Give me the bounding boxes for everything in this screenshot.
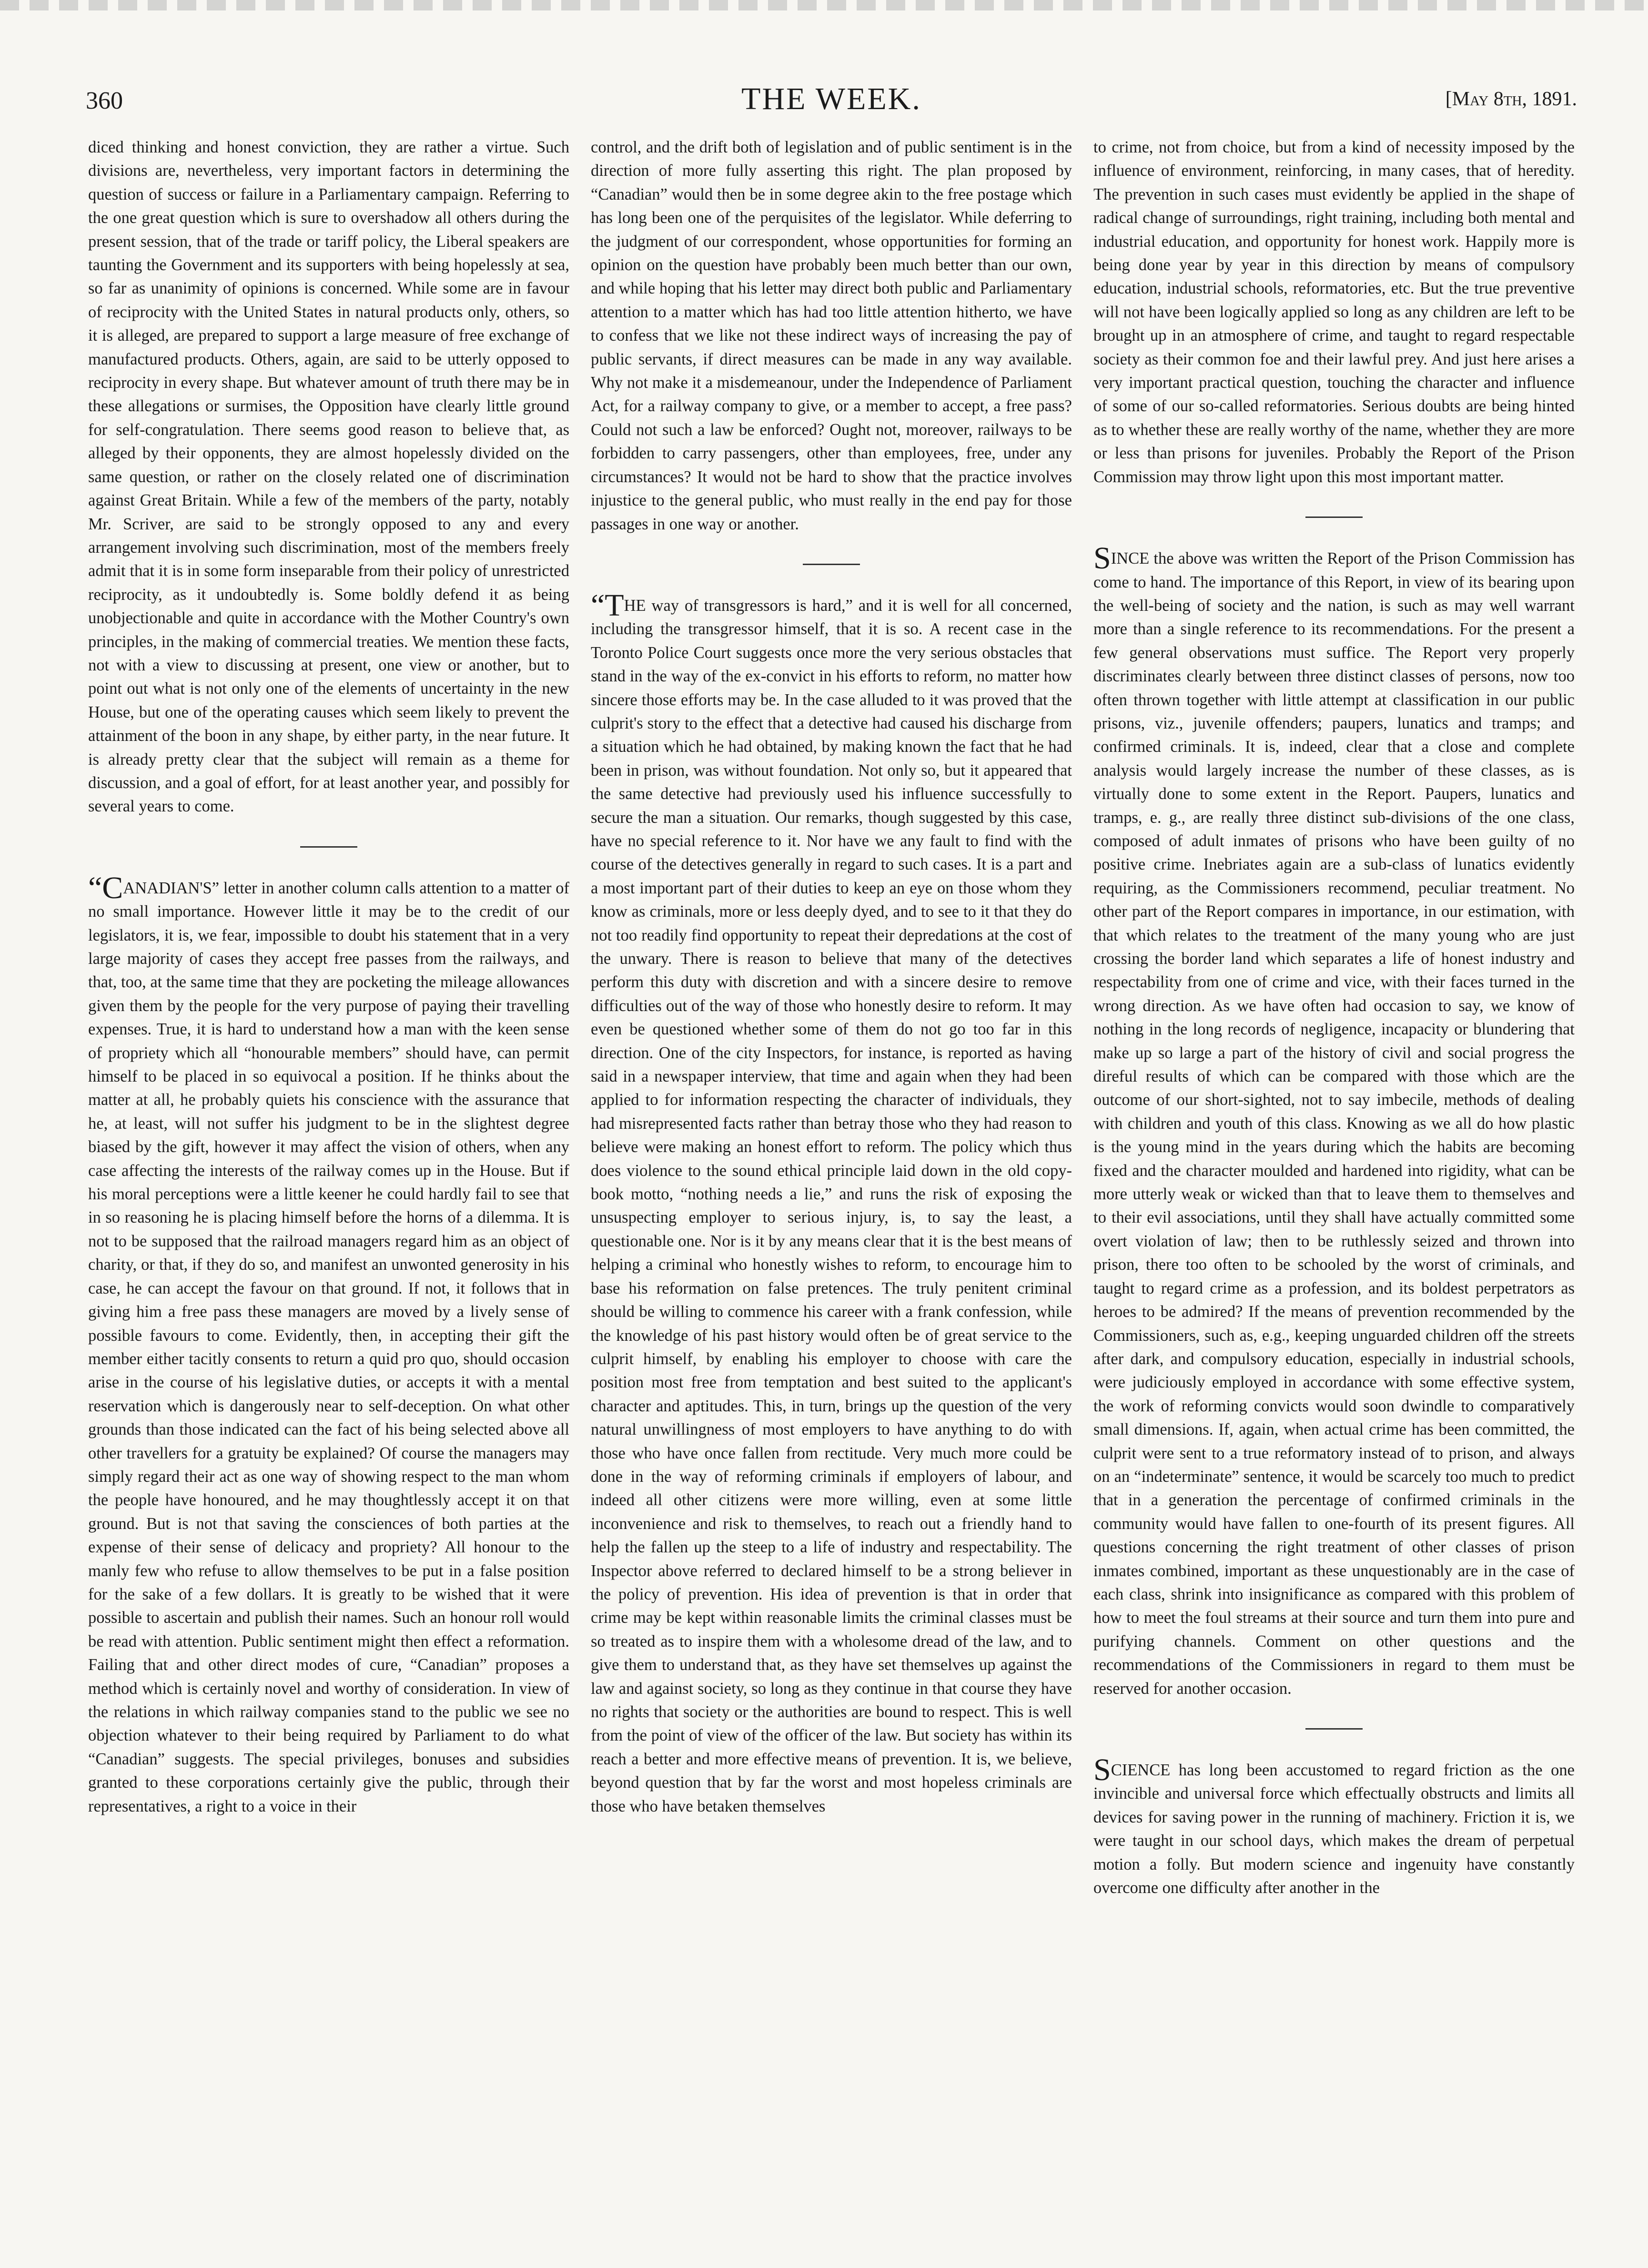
masthead-title: THE WEEK.	[741, 81, 921, 116]
column-3	[1093, 136, 1575, 2247]
drop-cap: “C	[88, 870, 123, 905]
section-divider	[1305, 1728, 1363, 1730]
paragraph-prevention-continued: to crime, not from choice, but from a kind of necessity imposed by the influence of environment, reinforcing, in many cases, that of heredity. The prevention in such cases must evidently be applied in the shape of radical change of surroundings, right training, including both mental and industrial education, and opportunity for honest work. Happily more is being done year by year in this direction by means of compulsory education, industrial schools, reformatories, etc. But the true preventive will not have been logically applied so long as any children are left to be brought up in an atmosphere of crime, and taught to regard respectable society as their common foe and their lawful prey. And just here arises a very important practical question, touching the character and influence of some of our so-called reformatories. Serious doubts are being hinted as to whether these are really worthy of the name, whether they are more or less than prisons for juveniles. Probably the Report of the Prison Commission may throw light upon this most important matter.	[1093, 138, 1575, 486]
drop-cap: S	[1093, 541, 1111, 576]
paragraph-text: CIENCE has long been accustomed to regard friction as the one invincible and universal force which effectually obstructs and limits all devices for saving power in the running of machinery. Friction it is, we were taught in our school days, which makes the dream of perpetual motion a folly. But modern science and ingenuity have constantly overcome one difficulty after another in the	[1093, 1761, 1575, 1897]
paragraph-friction	[1093, 1752, 1575, 1900]
drop-cap: “T	[591, 587, 624, 623]
page-header	[86, 81, 1577, 124]
paragraph-text: ANADIAN'S” letter in another column calls attention to a matter of no small importance. However little it may be to the credit of our legislators, it is, we fear, impossible to doubt his statement that in a very large majority of cases they accept free passes from the railways, and that, too, at the same time that they are pocketing the mileage allowances given them by the people for the very purpose of paying their travelling expenses. True, it is hard to understand how a man with the keen sense of propriety which all “honourable members” should have, can permit himself to be placed in so equivocal a position. If he thinks about the matter at all, he probably quiets his conscience with the assurance that he, at least, will not suffer his judgment to be in the slightest degree biased by the gift, however it may affect the vision of others, when any case affecting the interests of the railway comes up in the House. But if his moral perceptions were a little keener he could hardly fail to see that in so reasoning he is placing himself before the horns of a dilemma. It is not to be supposed that the railroad managers regard him as an object of charity, or that, if they do so, and manifest an unwonted generosity in his case, he can accept the favour on that ground. If not, it follows that in giving him a free pass these managers are moved by a lively sense of possible favours to come. Evidently, then, in accepting their gift the member either tacitly consents to return a quid pro quo, should occasion arise in the course of his legislative duties, or accepts it with a mental reservation which is dangerously near to self-deception. On what other grounds than those indicated can the fact of his being selected above all other travellers for a gratuity be explained? Of course the managers may simply regard their act as one way of showing respect to the man whom the people have honoured, and he may thoughtlessly accept it on that ground. But is not that saving the consciences of both parties at the expense of their sense of delicacy and propriety? All honour to the manly few who refuse to allow themselves to be put in a false position for the sake of a few dollars. It is greatly to be wished that it were possible to ascertain and publish their names. Such an honour roll would be read with attention. Public sentiment might then effect a reformation. Failing that and other direct modes of cure, “Canadian” proposes a method which is certainly novel and worthy of consideration. In view of the relations in which railway companies stand to the public we see no objection whatever to their being required by Parliament to do what “Canadian” suggests. The special privileges, bonuses and subsidies granted to these corporations certainly give the public, through their representatives, a right to a voice in their	[88, 879, 569, 1815]
issue-date: [May 8th, 1891.	[1445, 88, 1577, 110]
column-2	[591, 136, 1072, 2247]
article-columns	[88, 136, 1575, 2247]
section-divider	[803, 564, 860, 565]
top-edge-rule	[0, 0, 1648, 10]
paragraph-prison-commission	[1093, 541, 1575, 1701]
paragraph-tariff-policy: diced thinking and honest conviction, they are rather a virtue. Such divisions are, nevertheless, very important factors in determining the question of success or failure in a Parliamentary campaign. Referring to the one great question which is sure to overshadow all others during the present session, that of the trade or tariff policy, the Liberal speakers are taunting the Government and its supporters with being hopelessly at sea, so far as unanimity of opinions is concerned. While some are in favour of reciprocity with the United States in natural products only, others, so it is alleged, are prepared to support a large measure of free exchange of manufactured products. Others, again, are said to be utterly opposed to reciprocity in every shape. But whatever amount of truth there may be in these allegations or surmises, the Opposition have clearly little ground for self-congratulation. There seems good reason to believe that, as alleged by their opponents, they are almost hopelessly divided on the same question, or rather on the closely related one of discrimination against Great Britain. While a few of the members of the party, notably Mr. Scriver, are said to be strongly opposed to any and every arrangement involving such discrimination, most of the members freely admit that it is in some form inseparable from their policy of unrestricted reciprocity, as it undoubtedly is. Some boldly defend it as being unobjectionable and quite in accordance with the Mother Country's own principles, in the making of commercial treaties. We mention these facts, not with a view to discussing at present, one view or another, but to point out what is not only one of the elements of uncertainty in the new House, but one of the operating causes which seem likely to prevent the attainment of the boon in any shape, by either party, in the near future. It is already pretty clear that the subject will remain as a theme for discussion, and a goal of effort, for at least another year, and possibly for several years to come.	[88, 138, 569, 816]
column-1	[88, 136, 569, 2247]
paragraph-text: INCE the above was written the Report of the Prison Commission has come to hand. The importance of this Report, in view of its bearing upon the well-being of society and the nation, is such as may well warrant more than a single reference to its recommendations. For the present a few general observations must suffice. The Report very properly discriminates clearly between three distinct classes of persons, now too often thrown together with little attempt at classification in our public prisons, viz., juvenile offenders; paupers, lunatics and tramps; and confirmed criminals. It is, indeed, clear that a close and complete analysis would largely increase the number of these classes, as is virtually done to some extent in the Report. Paupers, lunatics and tramps, e. g., are really three distinct sub-divisions of the one class, composed of adult inmates of prisons who have been guilty of no positive crime. Inebriates again are a sub-class of lunatics evidently requiring, as the Commissioners recommend, peculiar treatment. No other part of the Report compares in importance, in our estimation, with that which relates to the treatment of the many young who are just crossing the border land which separates a life of honest industry and respectability from one of crime and vice, with their faces turned in the wrong direction. As we have often had occasion to say, we know of nothing in the long records of negligence, incapacity or blundering that make up so large a part of the history of civil and social progress the direful results of which can be compared with those which are the outcome of our short-sighted, not to say imbecile, methods of dealing with children and youth of this class. Knowing as we all do how plastic is the young mind in the years during which the habits are becoming fixed and the character moulded and hardened into rigidity, what can be more utterly weak or wicked than that to leave them to themselves and to their evil associations, until they shall have actually committed some overt violation of law; then to be ruthlessly seized and thrown into prison, there too often to be schooled by the worst of criminals, and taught to regard crime as a profession, and its boldest perpetrators as heroes to be admired? If the means of prevention recommended by the Commissioners, such as, e.g., keeping unguarded children off the streets after dark, and compulsory education, especially in industrial schools, were judiciously employed in accordance with some effective system, the work of reforming convicts would soon dwindle to comparatively small dimensions. If, again, when actual crime has been committed, the culprit were sent to a true reformatory instead of to prison, and always on an “indeterminate” sentence, it would be scarcely too much to predict that in a generation the percentage of confirmed criminals in the community would have fallen to one-fourth of its present figures. All questions concerning the right treatment of other classes of prison inmates combined, important as these unquestionably are in the case of each class, shrink into insignificance as compared with this problem of how to meet the foul streams at their source and turn them into pure and purifying channels. Comment on other questions and the recommendations of the Commissioners in regard to them must be reserved for another occasion.	[1093, 549, 1575, 1698]
paragraph-text: HE way of transgressors is hard,” and it is well for all concerned, including the transgressor himself, that it is so. A recent case in the Toronto Police Court suggests once more the very serious obstacles that stand in the way of the ex-convict in his efforts to reform, no matter how sincere those efforts may be. In the case alluded to it was proved that the culprit's story to the effect that a detective had caused his discharge from a situation which he had obtained, by making known the fact that he had been in prison, was without foundation. Not only so, but it appeared that the same detective had previously used his influence successfully to secure the man a situation. Our remarks, though suggested by this case, have no special reference to it. Nor have we any fault to find with the course of the detectives generally in regard to such cases. It is a part and a most important part of their duties to keep an eye on those whom they know as criminals, more or less deeply dyed, and to see to it that they do not too readily find opportunity to repeat their depredations at the cost of the unwary. There is reason to believe that many of the detectives perform this duty with discretion and with a sincere desire to remove difficulties out of the way of those who honestly desire to reform. It may even be questioned whether some of them do not go too far in this direction. One of the city Inspectors, for instance, is reported as having said in a newspaper interview, that time and again when they had been applied to for information respecting the character of individuals, they had misrepresented facts rather than betray those who they had reason to believe were making an honest effort to reform. The policy which thus does violence to the sound ethical principle laid down in the old copy-book motto, “nothing needs a lie,” and runs the risk of exposing the unsuspecting employer to serious injury, is, to say the least, a questionable one. Nor is it by any means clear that it is the best means of helping a criminal who honestly wishes to reform, to encourage him to base his reformation on false pretences. The truly penitent criminal should be willing to commence his career with a frank confession, while the knowledge of his past history would often be of great service to the culprit himself, by enabling his employer to choose with care the position most free from temptation and best suited to the applicant's character and aptitudes. This, in turn, brings up the question of the very natural unwillingness of most employers to have anything to do with those who have once fallen from rectitude. Very much more could be done in the way of reforming criminals if employers of labour, and indeed all other citizens were more willing, even at some little inconvenience and risk to themselves, to reach out a friendly hand to help the fallen up the steep to a life of industry and respectability. The Inspector above referred to declared himself to be a strong believer in the policy of prevention. His idea of prevention is that in order that crime may be kept within reasonable limits the criminal classes must be so treated as to inspire them with a wholesome dread of the law, and to give them to understand that, as they have set themselves up against the law and against society, so long as they continue in that course they have no rights that society or the authorities are bound to respect. This is well from the point of view of the officer of the law. But society has within its reach a better and more effective means of prevention. It is, we believe, beyond question that by far the worst and most hopeless criminals are those who have betaken themselves	[591, 596, 1072, 1815]
page-number: 360	[86, 87, 123, 114]
paragraph-transgressors	[591, 587, 1072, 1818]
drop-cap: S	[1093, 1752, 1111, 1787]
paragraph-free-passes-continued: control, and the drift both of legislation and of public sentiment is in the direction of more fully asserting this right. The plan proposed by “Canadian” would then be in some degree akin to the free postage which has long been one of the perquisites of the legislator. While deferring to the judgment of our correspondent, whose opportunities for forming an opinion on the question have probably been much better than our own, and while hoping that his letter may direct both public and Parliamentary attention to a matter which has had too little attention hitherto, we have to confess that we like not these indirect ways of increasing the pay of public servants, if direct measures can be made in any way available. Why not make it a misdemeanour, under the Independence of Parliament Act, for a railway company to give, or a member to accept, a free pass? Could not such a law be enforced? Ought not, moreover, railways to be forbidden to carry passengers, other than employees, free, under any circumstances? It would not be hard to show that the practice involves injustice to the general public, who must really in the end pay for those passages in one way or another.	[591, 138, 1072, 533]
section-divider	[300, 846, 357, 848]
paragraph-free-passes	[88, 870, 569, 1818]
section-divider	[1305, 516, 1363, 518]
